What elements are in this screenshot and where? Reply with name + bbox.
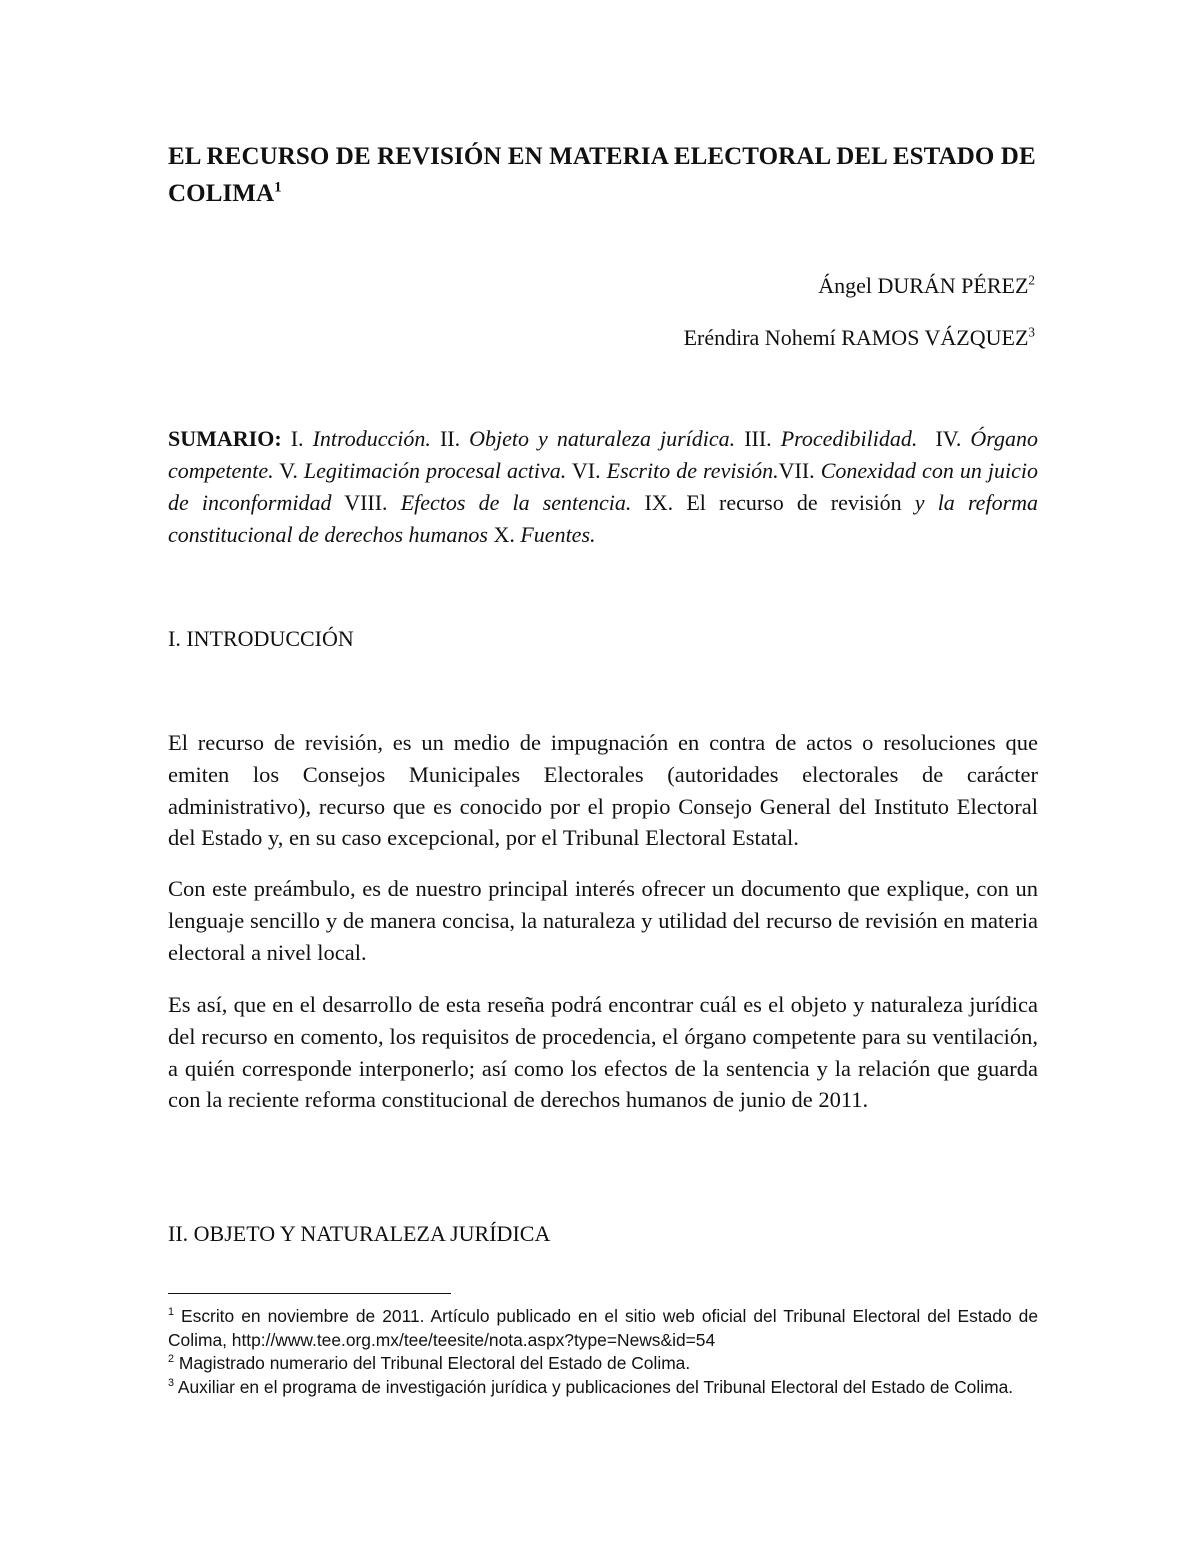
footnote-ref: 3 xyxy=(168,1376,174,1389)
summary-item-number: VI. xyxy=(566,458,607,483)
summary-item-number xyxy=(902,490,915,515)
summary-item-number: I. xyxy=(281,426,313,451)
footnote-3 xyxy=(168,1376,1038,1400)
summary xyxy=(168,423,1038,551)
section-heading-introduccion: I. INTRODUCCIÓN xyxy=(168,626,354,651)
summary-item-number: VIII. xyxy=(331,490,401,515)
footnote-ref: 1 xyxy=(168,1306,174,1319)
summary-item-number: VII. xyxy=(778,458,821,483)
paragraph: El recurso de revisión, es un medio de impugnación en contra de actos o resoluciones que emiten los Consejos Municipales Electorales (autoridades electorales de carácter administrativo), recurso que es conocido por el propio Consejo General del Instituto Electoral del Estado y, en su caso excepcional, por el Tribunal Electoral Estatal. xyxy=(168,730,1038,851)
summary-item-text: Fuentes. xyxy=(520,522,596,547)
footnote-text: Magistrado numerario del Tribunal Electoral del Estado de Colima. xyxy=(174,1353,691,1373)
section-heading-objeto: II. OBJETO Y NATURALEZA JURÍDICA xyxy=(168,1221,551,1246)
footnote-text: Escrito en noviembre de 2011. Artículo publicado en el sitio web oficial del Tribunal Electoral del Estado de Colima, http://www.tee.org.mx/tee/teesite/nota.aspx?type=News&id=54 xyxy=(168,1306,1038,1350)
title-text: EL RECURSO DE REVISIÓN EN MATERIA ELECTORAL DEL ESTADO DE COLIMA xyxy=(168,143,1036,207)
summary-item-number: III. xyxy=(735,426,781,451)
summary-item-number: X. xyxy=(487,522,521,547)
summary-item-text: Introducción. xyxy=(312,426,431,451)
summary-item-text: Objeto y naturaleza jurídica. xyxy=(469,426,736,451)
summary-item-number: V. xyxy=(273,458,304,483)
summary-item-number: II. xyxy=(430,426,470,451)
author-name: Ángel DURÁN PÉREZ xyxy=(818,273,1029,298)
summary-item-text: y la reforma constitucional de derechos humanos xyxy=(168,490,1039,547)
author-footnote-ref: 3 xyxy=(1028,324,1035,340)
footnote-text: Auxiliar en el programa de investigación jurídica y publicaciones del Tribunal Electoral del Estado de Colima. xyxy=(174,1376,1014,1397)
summary-item-text: Escrito de revisión. xyxy=(606,458,779,483)
summary-item-text: Efectos de la sentencia. xyxy=(400,490,632,515)
summary-item-number: IV. xyxy=(917,426,971,451)
summary-item-text: Conexidad con un juicio de inconformidad xyxy=(168,458,1038,515)
summary-items xyxy=(168,426,1038,547)
author-footnote-ref: 2 xyxy=(1028,272,1035,288)
summary-item-text: Legitimación procesal activa. xyxy=(303,458,567,483)
author-2 xyxy=(684,324,1035,352)
summary-label: SUMARIO: xyxy=(168,426,282,451)
footnote-ref: 2 xyxy=(168,1353,174,1366)
paragraph: Es así, que en el desarrollo de esta reseña podrá encontrar cuál es el objeto y naturaleza jurídica del recurso en comento, los requisitos de procedencia, el órgano competente para su ventilación, a quién corresponde interponerlo; así como los efectos de la sentencia y la relación que guarda con la reciente reforma constitucional de derechos humanos de junio de 2011. xyxy=(168,992,1038,1113)
footnote-1 xyxy=(168,1305,1038,1352)
footnote-2 xyxy=(168,1352,1038,1376)
summary-item-text: El recurso de revisión xyxy=(686,490,902,515)
paragraph: Con este preámbulo, es de nuestro principal interés ofrecer un documento que explique, con un lenguaje sencillo y de manera concisa, la naturaleza y utilidad del recurso de revisión en materia electoral a nivel local. xyxy=(168,876,1038,965)
summary-item-text: Procedibilidad. xyxy=(780,426,918,451)
footnotes xyxy=(168,1305,1038,1399)
author-1 xyxy=(818,272,1035,300)
summary-item-number: IX. xyxy=(631,490,687,515)
author-name: Eréndira Nohemí RAMOS VÁZQUEZ xyxy=(683,325,1029,350)
title-footnote-ref: 1 xyxy=(274,179,282,196)
summary-item-text: Órgano competente. xyxy=(168,426,1039,483)
footnote-separator xyxy=(168,1293,451,1294)
document-title xyxy=(168,138,1048,212)
